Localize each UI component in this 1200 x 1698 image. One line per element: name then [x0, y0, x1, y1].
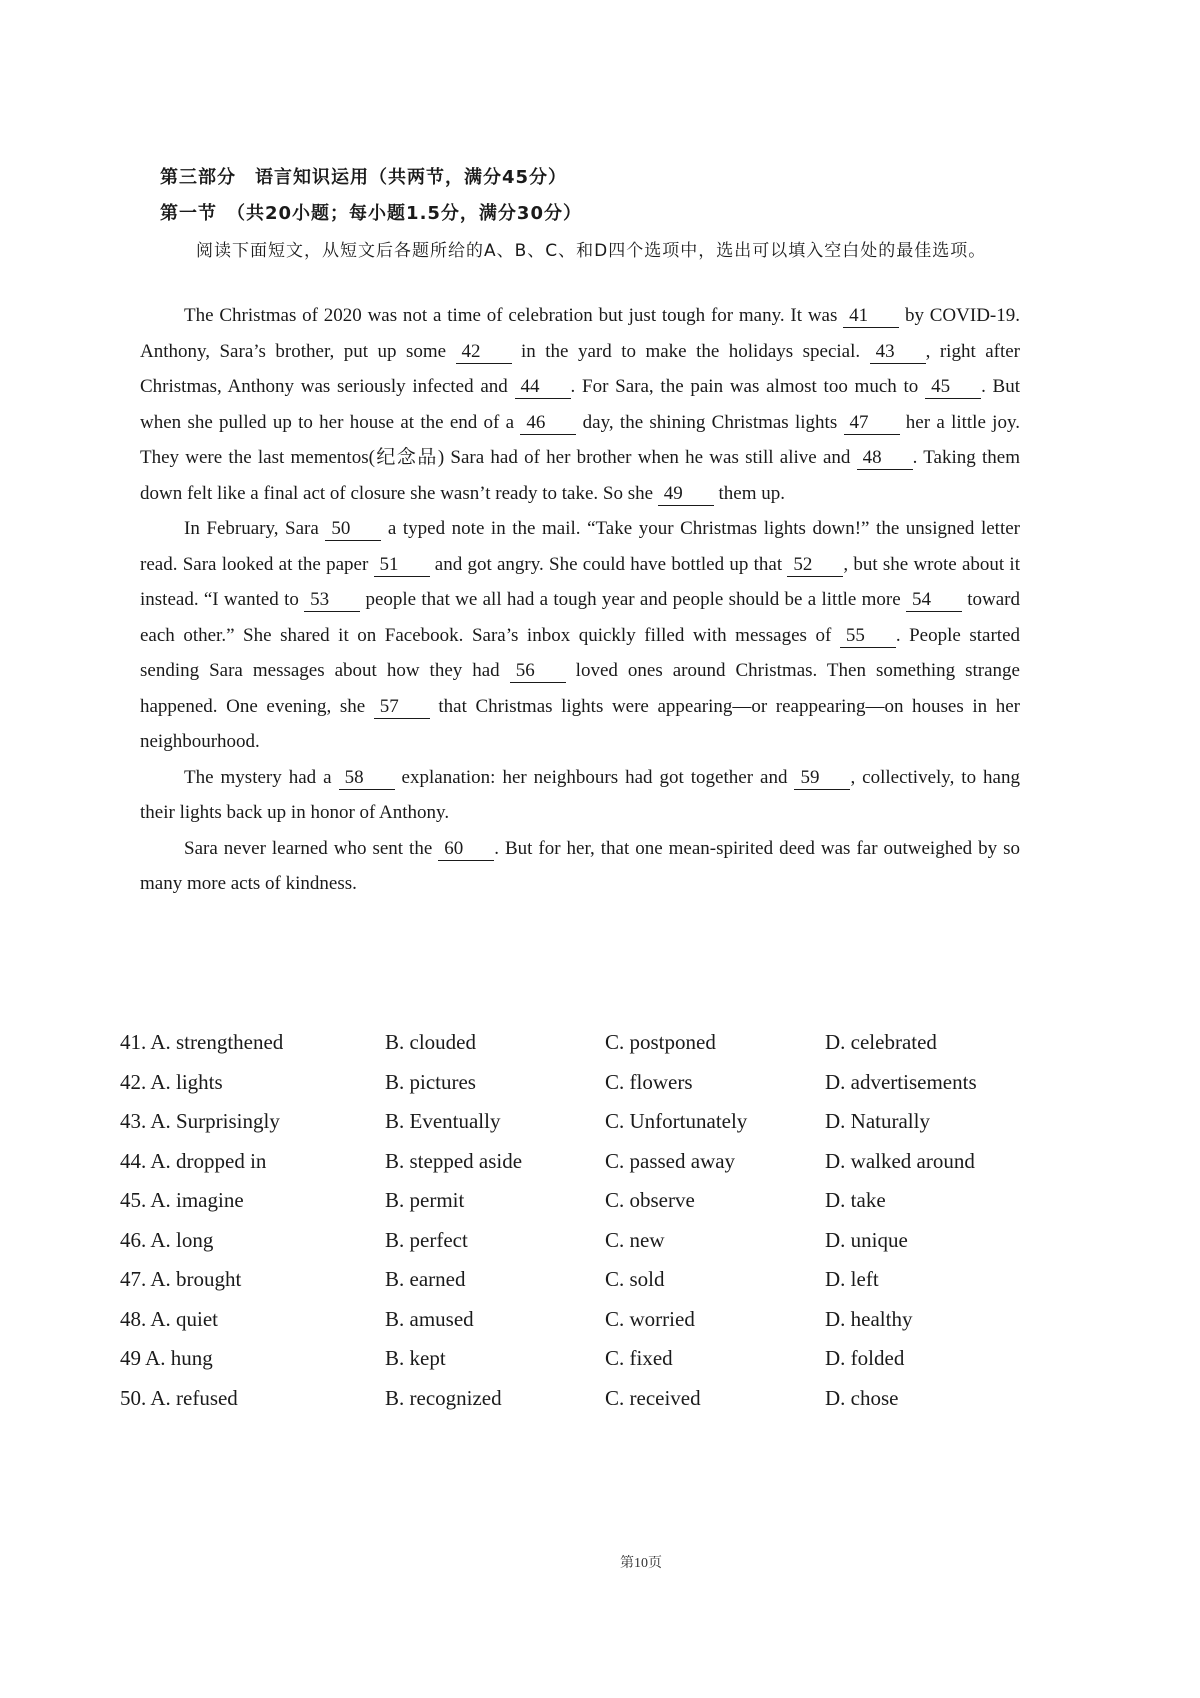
passage-text: . But when she pulled up to her house at the end of a — [140, 376, 1021, 433]
option-b: B. pictures — [385, 1069, 476, 1094]
option-a: 48. A. quiet — [120, 1306, 218, 1331]
option-row — [100, 1307, 1020, 1347]
blank-47: 47 — [844, 412, 900, 435]
blank-42: 42 — [456, 341, 512, 364]
blank-58: 58 — [339, 767, 395, 790]
passage-text: her a little joy. They were the last mementos(纪念品) Sara had of her brother when he was still alive and — [140, 411, 1020, 468]
blank-44: 44 — [515, 376, 571, 399]
blank-59: 59 — [794, 767, 850, 790]
option-row — [100, 1188, 1020, 1228]
option-b: B. kept — [385, 1346, 446, 1370]
paragraph-4 — [140, 831, 1020, 902]
passage-text: toward each other.” She shared it on Facebook. Sara’s inbox quickly filled with messages of — [140, 589, 1020, 646]
blank-50: 50 — [325, 518, 381, 541]
passage-text: loved ones around Christmas. Then something strange happened. One evening, she — [140, 660, 1020, 717]
passage-text: day, the shining Christmas lights — [576, 411, 844, 433]
passage-text: by COVID-19. Anthony, Sara’s brother, put up some — [140, 305, 1020, 362]
option-row — [100, 1149, 1020, 1189]
passage-text: The mystery had a — [184, 766, 339, 788]
blank-54: 54 — [906, 589, 962, 612]
option-c: C. postponed — [605, 1030, 716, 1054]
option-b: B. clouded — [385, 1030, 476, 1054]
option-a: 43. A. Surprisingly — [120, 1109, 280, 1133]
option-d: D. chose — [825, 1385, 899, 1410]
option-a: 44. A. dropped in — [120, 1148, 267, 1173]
blank-41: 41 — [843, 305, 899, 328]
paragraph-2 — [140, 511, 1020, 760]
passage-text: explanation: her neighbours had got together and — [394, 766, 795, 788]
blank-51: 51 — [374, 554, 430, 577]
option-c: C. received — [605, 1385, 701, 1410]
paragraph-1 — [140, 298, 1020, 511]
passage-text: that Christmas lights were appearing—or reappearing—on houses in her neighbourhood. — [140, 695, 1020, 752]
passage-text: , right after Christmas, Anthony was seriously infected and — [140, 340, 1020, 397]
option-row — [100, 1030, 1020, 1070]
option-a: 49 A. hung — [120, 1346, 213, 1370]
option-row — [100, 1346, 1020, 1386]
page-number: 第10页 — [620, 1556, 662, 1571]
blank-53: 53 — [304, 589, 360, 612]
option-a: 41. A. strengthened — [120, 1030, 284, 1054]
passage-text: a typed note in the mail. “Take your Christmas lights down!” the unsigned letter read. Sara looked at the paper — [140, 518, 1020, 575]
passage-text: . Taking them down felt like a final act of closure she wasn’t ready to take. So she — [140, 447, 1020, 504]
passage-text: them up. — [713, 482, 786, 504]
option-a: 42. A. lights — [120, 1069, 223, 1094]
blank-45: 45 — [925, 376, 981, 399]
blank-57: 57 — [374, 696, 430, 719]
option-b: B. permit — [385, 1188, 465, 1212]
passage-text: . For Sara, the pain was almost too much to — [570, 376, 926, 397]
option-d: D. advertisements — [825, 1069, 977, 1094]
passage-text: , collectively, to hang their lights back up in honor of Anthony. — [140, 766, 1020, 823]
option-a: 45. A. imagine — [120, 1188, 244, 1212]
blank-56: 56 — [510, 660, 566, 683]
option-d: D. healthy — [825, 1306, 913, 1331]
paragraph-3 — [140, 760, 1020, 831]
option-a: 50. A. refused — [120, 1385, 238, 1410]
passage-text: , but she wrote about it instead. “I wanted to — [140, 553, 1020, 610]
option-c: C. worried — [605, 1306, 695, 1331]
option-c: C. flowers — [605, 1069, 693, 1094]
option-c: C. Unfortunately — [605, 1109, 748, 1133]
instructions: 阅读下面短文，从短文后各题所给的A、B、C、和D四个选项中，选出可以填入空白处的最佳选项。 — [196, 241, 987, 261]
option-b: B. recognized — [385, 1385, 502, 1410]
option-c: C. sold — [605, 1267, 665, 1291]
part-heading: 第三部分 语言知识运用（共两节，满分45分） — [160, 167, 568, 188]
passage-text: people that we all had a tough year and people should be a little more — [360, 589, 906, 610]
option-b: B. amused — [385, 1306, 474, 1331]
option-a: 47. A. brought — [120, 1267, 242, 1291]
passage-text: . People started sending Sara messages about how they had — [140, 624, 1020, 681]
option-b: B. earned — [385, 1267, 466, 1291]
passage-text: Sara never learned who sent the — [184, 837, 439, 859]
blank-43: 43 — [870, 341, 926, 364]
option-d: D. Naturally — [825, 1109, 930, 1133]
passage-text: and got angry. She could have bottled up that — [429, 553, 788, 575]
option-d: D. take — [825, 1188, 886, 1212]
option-b: B. Eventually — [385, 1109, 501, 1133]
option-c: C. observe — [605, 1188, 695, 1212]
option-row — [100, 1070, 1020, 1110]
passage-text: The Christmas of 2020 was not a time of celebration but just tough for many. It was — [184, 305, 844, 326]
blank-55: 55 — [840, 625, 896, 648]
option-c: C. new — [605, 1227, 665, 1252]
option-d: D. folded — [825, 1346, 905, 1370]
option-d: D. celebrated — [825, 1030, 937, 1054]
option-c: C. fixed — [605, 1346, 673, 1370]
blank-49: 49 — [658, 483, 714, 506]
passage-text: in the yard to make the holidays special. — [511, 340, 870, 362]
section-heading: 第一节 （共20小题；每小题1.5分，满分30分） — [160, 203, 582, 224]
blank-48: 48 — [857, 447, 913, 470]
blank-46: 46 — [520, 412, 576, 435]
option-d: D. left — [825, 1267, 879, 1291]
option-c: C. passed away — [605, 1148, 736, 1173]
answer-options — [100, 1030, 1020, 1425]
option-a: 46. A. long — [120, 1227, 214, 1252]
option-d: D. unique — [825, 1227, 908, 1252]
option-row — [100, 1267, 1020, 1307]
blank-52: 52 — [787, 554, 843, 577]
option-row — [100, 1228, 1020, 1268]
passage-text: . But for her, that one mean-spirited deed was far outweighed by so many more acts of kindness. — [140, 837, 1020, 894]
passage-text: In February, Sara — [184, 518, 326, 539]
option-d: D. walked around — [825, 1148, 975, 1173]
option-row — [100, 1386, 1020, 1426]
blank-60: 60 — [438, 838, 494, 861]
option-b: B. stepped aside — [385, 1148, 523, 1173]
cloze-passage — [140, 298, 1020, 902]
option-row — [100, 1109, 1020, 1149]
option-b: B. perfect — [385, 1227, 468, 1252]
